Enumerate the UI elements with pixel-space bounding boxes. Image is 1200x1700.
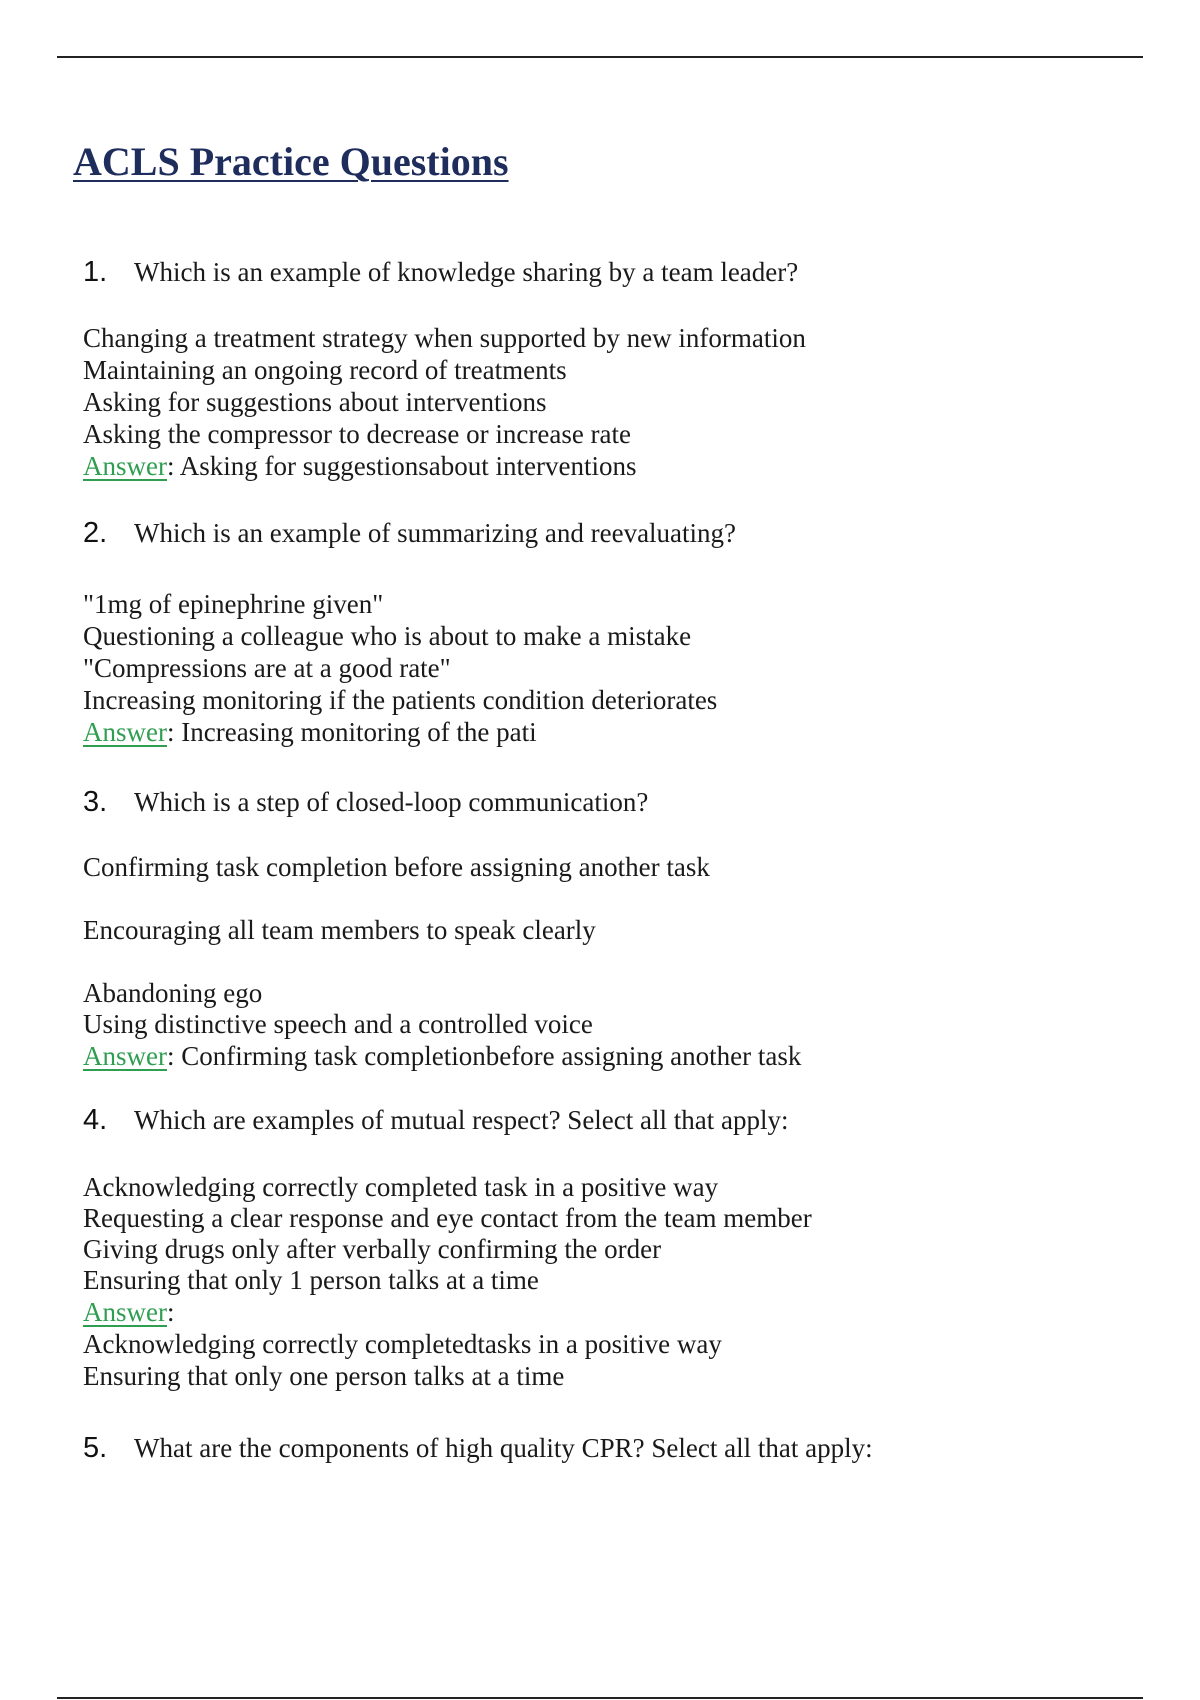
question-3 [83, 786, 1143, 819]
question-text: What are the components of high quality CPR? Select all that apply: [134, 1433, 873, 1463]
answer-text: Increasing monitoring of the pati [181, 717, 537, 747]
answer-label: Answer [83, 1297, 167, 1327]
question-block-2 [83, 517, 1143, 550]
question-number: 4. [83, 1104, 108, 1136]
answer-text: Confirming task completionbefore assigning another task [181, 1041, 802, 1071]
question-5 [83, 1432, 1143, 1465]
option: Acknowledging correctly completed task in a positive way [83, 1172, 719, 1202]
options-4 [83, 1172, 1143, 1392]
page-title: ACLS Practice Questions [73, 139, 509, 184]
question-text: Which is an example of summarizing and reevaluating? [134, 518, 737, 548]
question-number: 2. [83, 517, 108, 549]
question-block-1 [83, 256, 1143, 289]
question-block-4 [83, 1104, 1143, 1137]
answer-line: Answer: Increasing monitoring of the pati [83, 717, 537, 747]
answer-line: Answer: Asking for suggestionsabout interventions [83, 451, 637, 481]
option: Asking for suggestions about interventions [83, 387, 547, 417]
options-1 [83, 322, 1143, 482]
option: Giving drugs only after verbally confirming the order [83, 1234, 662, 1264]
option: Maintaining an ongoing record of treatments [83, 355, 567, 385]
answer-text: Ensuring that only one person talks at a time [83, 1361, 565, 1391]
option: Ensuring that only 1 person talks at a time [83, 1265, 539, 1295]
answer-text: Asking for suggestionsabout interventions [179, 451, 637, 481]
question-2 [83, 517, 1143, 550]
option: Asking the compressor to decrease or increase rate [83, 419, 632, 449]
option: Changing a treatment strategy when supported by new information [83, 323, 806, 353]
option: Using distinctive speech and a controlled voice [83, 1009, 593, 1039]
bottom-rule [57, 1697, 1143, 1699]
question-text: Which is a step of closed-loop communication? [134, 787, 649, 817]
answer-text: Acknowledging correctly completedtasks in a positive way [83, 1329, 722, 1359]
option: Encouraging all team members to speak clearly [83, 915, 596, 945]
option: Increasing monitoring if the patients condition deteriorates [83, 685, 718, 715]
top-rule [57, 56, 1143, 58]
question-block-3 [83, 786, 1143, 819]
answer-line: Answer: Confirming task completionbefore assigning another task [83, 1041, 802, 1071]
options-3c [83, 978, 1143, 1073]
answer-line: Answer: [83, 1297, 175, 1327]
option: Requesting a clear response and eye contact from the team member [83, 1203, 812, 1233]
question-block-5 [83, 1432, 1143, 1465]
question-number: 3. [83, 786, 108, 818]
option: Questioning a colleague who is about to make a mistake [83, 621, 692, 651]
question-text: Which are examples of mutual respect? Select all that apply: [134, 1105, 789, 1135]
options-2 [83, 588, 1143, 748]
option: "Compressions are at a good rate" [83, 653, 451, 683]
question-text: Which is an example of knowledge sharing by a team leader? [134, 257, 799, 287]
question-4 [83, 1104, 1143, 1137]
question-number: 5. [83, 1432, 108, 1464]
option: "1mg of epinephrine given" [83, 589, 384, 619]
question-number: 1. [83, 256, 108, 288]
answer-label: Answer [83, 451, 167, 481]
option: Confirming task completion before assigning another task [83, 852, 710, 882]
answer-label: Answer [83, 1041, 167, 1071]
options-3 [83, 851, 1143, 883]
options-3b [83, 914, 1143, 946]
answer-label: Answer [83, 717, 167, 747]
question-1 [83, 256, 1143, 289]
option: Abandoning ego [83, 978, 263, 1008]
